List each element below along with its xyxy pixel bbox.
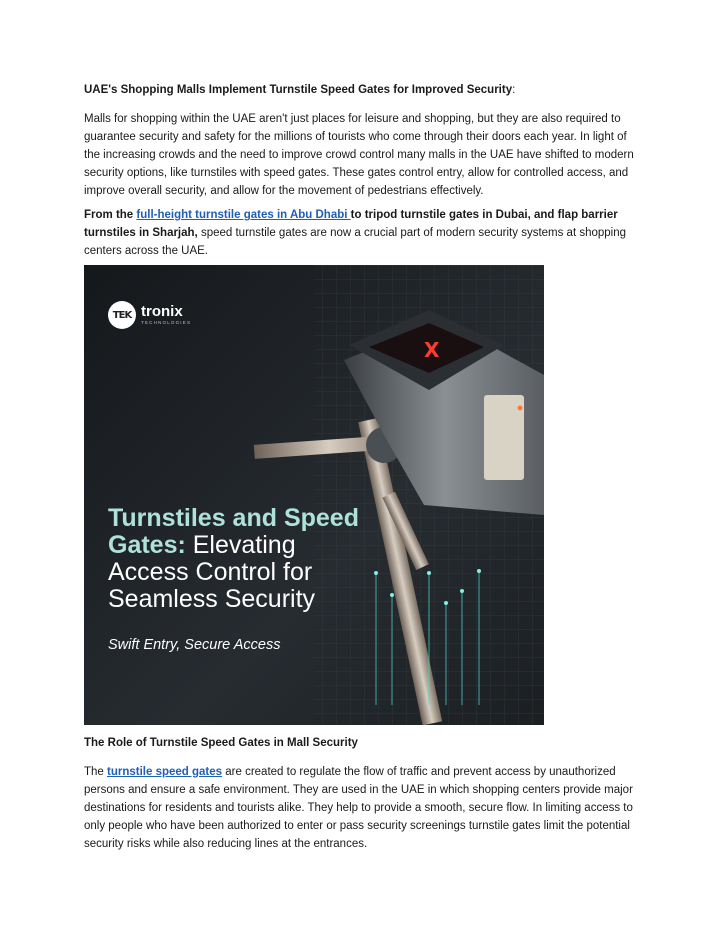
paragraph-bold-continuation: to tripod turnstile gates in Dubai, and flap barrier turnstiles in Sharjah, [84, 209, 618, 239]
display-x-symbol: X [424, 338, 440, 362]
paragraph-locations [84, 206, 634, 260]
paragraph-role [84, 763, 634, 853]
paragraph-intro: Malls for shopping within the UAE aren't just places for leisure and shopping, but they are also required to guarantee security and safety for the millions of tourists who come through their doors each year. In light of the increasing crowds and the need to improve crowd control many malls in the UAE have shifted to modern security options, like turnstiles with speed gates. These gates control entry, allow for controlled access, and improve overall security, and allow for the movement of pedestrians effectively. [84, 113, 634, 197]
logo-mark-text: TEK [112, 309, 132, 321]
banner-title [108, 505, 359, 613]
tektronix-logo [108, 299, 191, 331]
banner-title-line-4: Seamless Security [108, 585, 316, 613]
heading-text: UAE's Shopping Malls Implement Turnstile Speed Gates for Improved Security [84, 84, 513, 96]
logo-subtitle: TECHNOLOGIES [141, 320, 192, 325]
paragraph-rest: speed turnstile gates are now a crucial part of modern security systems at shopping centers across the UAE. [84, 227, 627, 257]
turnstile-banner-image [84, 265, 544, 725]
paragraph-role-lead: The [84, 766, 108, 778]
logo-mark [108, 301, 136, 329]
heading-colon: : [512, 84, 516, 96]
article-heading [84, 84, 515, 96]
banner-title-elevating: Elevating [185, 531, 296, 559]
paragraph-role-rest: are created to regulate the flow of traffic and prevent access by unauthorized persons and ensure a safe environment. They are used in the UAE in which shopping centers provide major destinations for residents and tourists alike. They help to provide a smooth, secure flow. In limiting access to only people who have been authorized to enter or pass security screenings turnstile gates limit the potential security risks while also reducing lines at the entrances. [84, 766, 633, 850]
banner-title-bold-gates: Gates: [108, 531, 186, 559]
banner-title-line-1: Turnstiles and Speed [108, 504, 359, 532]
logo-word: tronix [141, 303, 183, 320]
banner-subtitle: Swift Entry, Secure Access [108, 637, 281, 653]
banner-title-line-2 [108, 532, 359, 559]
full-height-turnstile-link[interactable]: full-height turnstile gates in Abu Dhabi [136, 209, 351, 221]
banner-graphic [84, 265, 544, 725]
banner-title-line-3: Access Control for [108, 558, 313, 586]
logo-text [141, 304, 191, 326]
turnstile-speed-gates-link[interactable]: turnstile speed gates [107, 766, 223, 778]
reader-led [518, 406, 523, 411]
paragraph-lead: From the [84, 209, 137, 221]
section-heading-role: The Role of Turnstile Speed Gates in Mall Security [84, 737, 358, 749]
